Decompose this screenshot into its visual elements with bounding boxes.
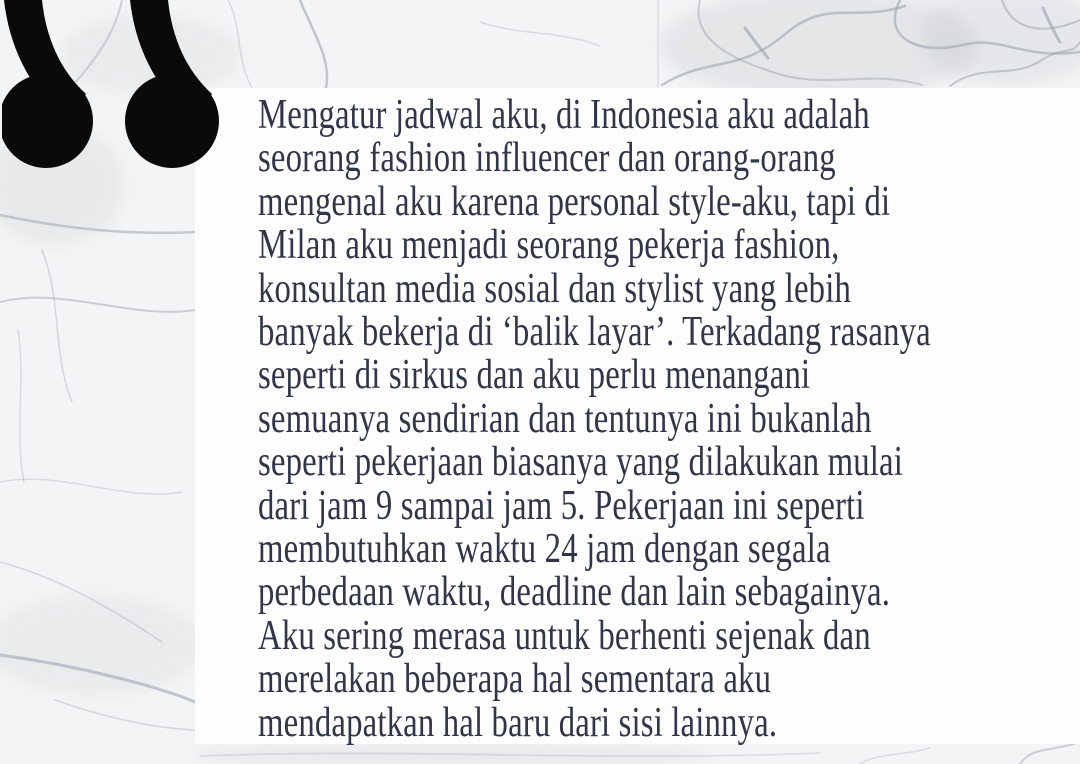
- quote-line: mendapatkan hal baru dari sisi lainnya.: [258, 699, 778, 746]
- quote-text-block: [258, 94, 1038, 745]
- quote-line: seperti di sirkus dan aku perlu menangani: [258, 352, 811, 399]
- quote-line: banyak bekerja di ‘balik layar’. Terkadang rasanya: [258, 309, 931, 356]
- quote-comma-right: [125, 0, 219, 168]
- quote-line: Milan aku menjadi seorang pekerja fashion,: [258, 222, 840, 269]
- quote-line: seperti pekerjaan biasanya yang dilakukan mulai: [258, 439, 904, 486]
- opening-quote-icon: [2, 0, 237, 170]
- quote-line: seorang fashion influencer dan orang-orang: [258, 135, 836, 182]
- quote-line: semuanya sendirian dan tentunya ini bukanlah: [258, 395, 872, 442]
- quote-line: perbedaan waktu, deadline dan lain sebagainya.: [258, 569, 891, 616]
- quote-line: Aku sering merasa untuk berhenti sejenak dan: [258, 612, 871, 659]
- quote-line: membutuhkan waktu 24 jam dengan segala: [258, 526, 831, 573]
- quote-line: dari jam 9 sampai jam 5. Pekerjaan ini seperti: [258, 482, 865, 529]
- quote-line: konsultan media sosial dan stylist yang lebih: [258, 265, 851, 312]
- quote-line: Mengatur jadwal aku, di Indonesia aku adalah: [258, 92, 870, 138]
- quote-line: merelakan beberapa hal sementara aku: [258, 656, 772, 703]
- quote-comma-left: [2, 0, 93, 168]
- quote-line: mengenal aku karena personal style-aku, tapi di: [258, 178, 891, 225]
